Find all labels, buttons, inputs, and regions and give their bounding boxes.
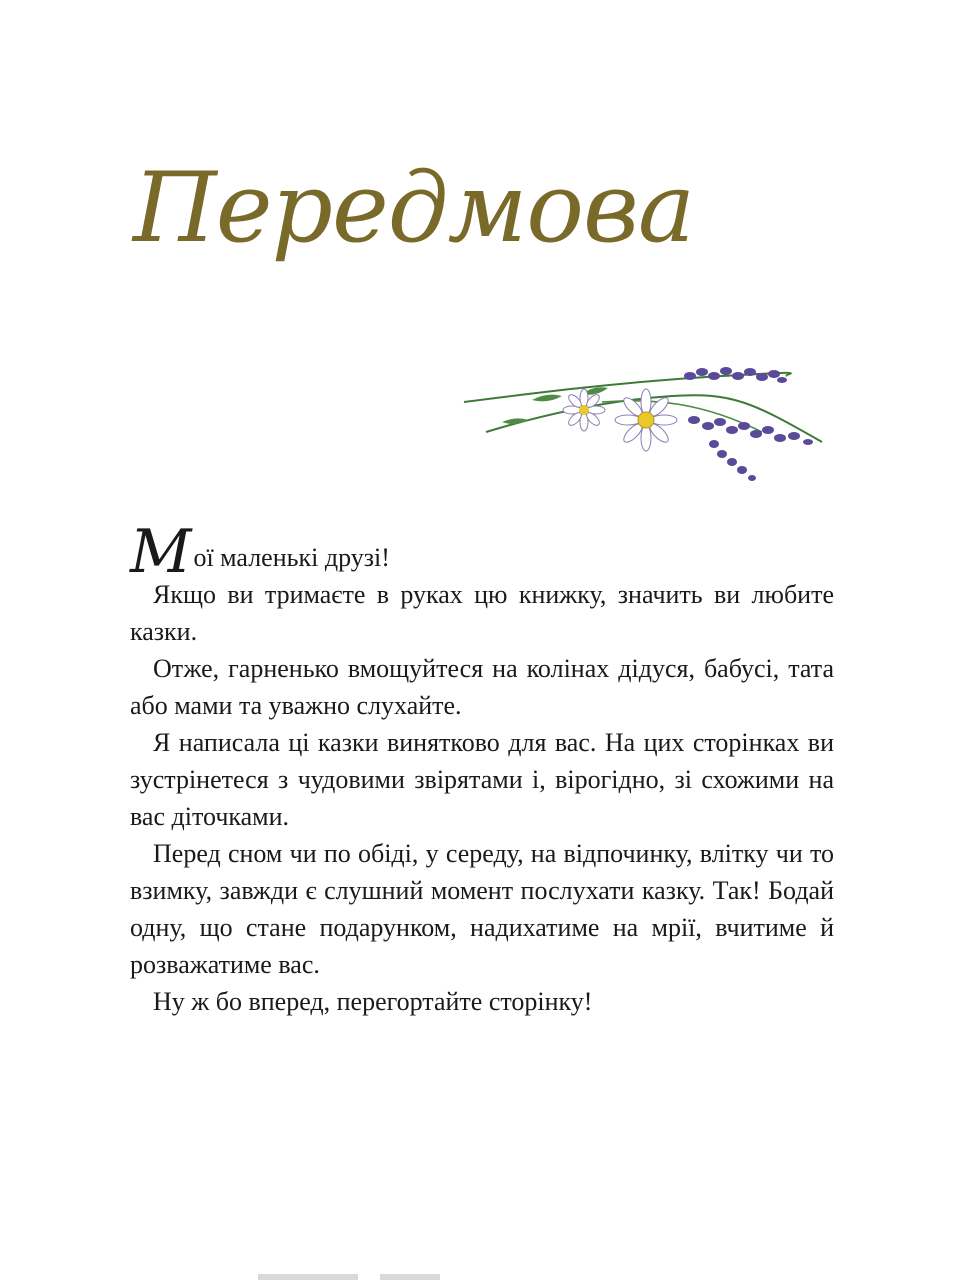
lavender-daisy-illustration-icon	[462, 362, 834, 484]
paragraph: Отже, гарненько вмощуйтеся на колінах дідуся, бабусі, тата або мами та уважно слухайте.	[130, 654, 834, 720]
drop-cap: М	[130, 517, 192, 587]
paragraph: Перед сном чи по обіді, у середу, на відпочинку, влітку чи то взимку, завжди є слушний момент послухати казку. Так! Бодай одну, що стане подарунком, надихатиме на мрії, вчитиме й розважатиме вас.	[130, 839, 834, 979]
opening-greeting: ої маленькі друзі!	[193, 543, 390, 572]
bottom-edge-mark	[258, 1274, 358, 1280]
page-title: Передмова	[133, 152, 695, 264]
opening-line	[130, 517, 834, 587]
paragraph: Ну ж бо вперед, перегортайте сторінку!	[153, 987, 593, 1016]
preface-text	[130, 517, 834, 1020]
bottom-edge-mark	[380, 1274, 440, 1280]
paragraph: Я написала ці казки винятково для вас. На цих сторінках ви зустрінетеся з чудовими звірятами і, вірогідно, зі схожими на вас діточками.	[130, 728, 834, 831]
paragraph: Якщо ви тримаєте в руках цю книжку, значить ви любите казки.	[130, 580, 834, 646]
